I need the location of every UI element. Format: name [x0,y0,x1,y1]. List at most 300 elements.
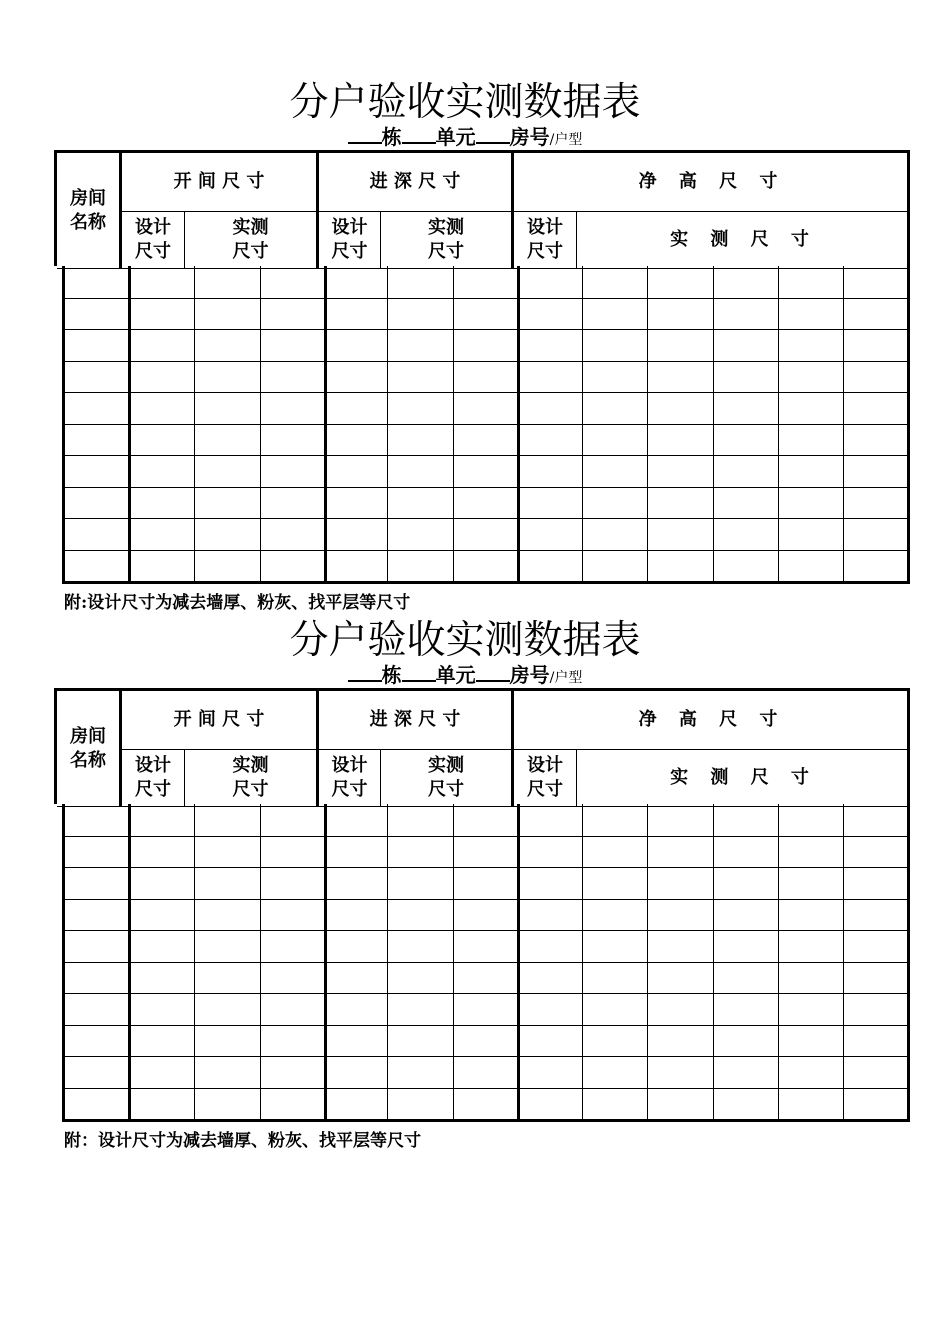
type-label: /户型 [549,670,583,686]
table-cell[interactable] [845,426,905,454]
table-cell[interactable] [649,1027,711,1055]
table-cell[interactable] [520,964,580,992]
table-cell[interactable] [131,426,192,454]
table-cell[interactable] [67,932,127,960]
room-label: 房号 [509,125,550,149]
table-cell[interactable] [780,520,841,548]
table-cell[interactable] [845,995,905,1023]
table-cell[interactable] [131,300,192,328]
table-cell[interactable] [327,1090,385,1118]
table-cell[interactable] [520,489,580,517]
table-cell[interactable] [262,268,323,296]
table-cell[interactable] [780,300,841,328]
room-name-header: 房间名称 [70,188,106,233]
table-cell[interactable] [715,806,776,834]
table-cell[interactable] [845,331,905,359]
table-cell[interactable] [455,457,516,485]
table-cell[interactable] [389,489,451,517]
table-cell[interactable] [845,964,905,992]
table-cell[interactable] [520,995,580,1023]
table-cell[interactable] [715,869,776,897]
table-cell[interactable] [67,552,127,580]
table-cell[interactable] [196,363,258,391]
table-cell[interactable] [196,489,258,517]
table-cell[interactable] [327,1027,385,1055]
table-cell[interactable] [131,268,192,296]
table-cell[interactable] [715,457,776,485]
depth-header: 进 深 尺 寸 [369,171,461,192]
table-cell[interactable] [649,1058,711,1086]
table-cell[interactable] [389,901,451,929]
table-cell[interactable] [584,520,645,548]
table-cell[interactable] [780,457,841,485]
table-cell[interactable] [389,426,451,454]
table-cell[interactable] [67,1090,127,1118]
table-cell[interactable] [67,838,127,866]
table-cell[interactable] [455,932,516,960]
table-cell[interactable] [780,869,841,897]
table-cell[interactable] [131,520,192,548]
table-cell[interactable] [584,552,645,580]
table-cell[interactable] [131,394,192,422]
table-cell[interactable] [196,1090,258,1118]
grid-row-line [65,361,907,362]
table-cell[interactable] [520,1090,580,1118]
table-cell[interactable] [327,964,385,992]
table-cell[interactable] [584,995,645,1023]
table-cell[interactable] [584,268,645,296]
table-cell[interactable] [649,457,711,485]
bay-measured-header: 实测尺寸 [232,217,269,262]
table-cell[interactable] [327,838,385,866]
grid-row-line [65,993,907,994]
table-cell[interactable] [520,268,580,296]
table-cell[interactable] [131,1090,192,1118]
table-cell[interactable] [389,363,451,391]
footnote: 附:设计尺寸为减去墙厚、粉灰、找平层等尺寸 [64,593,411,613]
table-cell[interactable] [67,869,127,897]
table-cell[interactable] [715,394,776,422]
table-cell[interactable] [845,457,905,485]
table-cell[interactable] [649,489,711,517]
table-cell[interactable] [389,394,451,422]
table-cell[interactable] [649,331,711,359]
table-cell[interactable] [715,1027,776,1055]
table-cell[interactable] [262,300,323,328]
table-cell[interactable] [131,932,192,960]
table-cell[interactable] [327,489,385,517]
table-cell[interactable] [389,964,451,992]
table-cell[interactable] [584,394,645,422]
table-cell[interactable] [131,964,192,992]
table-cell[interactable] [584,1058,645,1086]
table-cell[interactable] [520,869,580,897]
depth-measured-header: 实测尺寸 [428,755,464,800]
table-cell[interactable] [649,520,711,548]
table-cell[interactable] [845,300,905,328]
table-cell[interactable] [389,995,451,1023]
table-cell[interactable] [327,300,385,328]
table-cell[interactable] [196,394,258,422]
data-grid [62,266,910,584]
table-cell[interactable] [649,394,711,422]
table-cell[interactable] [67,394,127,422]
table-cell[interactable] [715,838,776,866]
table-cell[interactable] [131,331,192,359]
table-cell[interactable] [262,457,323,485]
table-cell[interactable] [780,901,841,929]
table-cell[interactable] [389,1058,451,1086]
table-cell[interactable] [715,426,776,454]
table-cell[interactable] [389,268,451,296]
table-cell[interactable] [196,901,258,929]
table-cell[interactable] [67,331,127,359]
table-cell[interactable] [845,363,905,391]
table-cell[interactable] [389,300,451,328]
table-cell[interactable] [845,1027,905,1055]
table-cell[interactable] [389,869,451,897]
table-cell[interactable] [262,869,323,897]
table-cell[interactable] [327,331,385,359]
table-cell[interactable] [845,838,905,866]
unit-blank[interactable] [402,124,436,144]
footnote: 附：设计尺寸为减去墙厚、粉灰、找平层等尺寸 [64,1131,421,1151]
table-cell[interactable] [715,300,776,328]
table-cell[interactable] [67,489,127,517]
table-cell[interactable] [389,552,451,580]
table-cell[interactable] [455,394,516,422]
table-cell[interactable] [584,363,645,391]
table-cell[interactable] [520,1027,580,1055]
table-cell[interactable] [67,268,127,296]
table-cell[interactable] [196,932,258,960]
table-cell[interactable] [715,331,776,359]
depth-design-header: 设计尺寸 [331,755,368,800]
table-cell[interactable] [196,552,258,580]
table-cell[interactable] [262,363,323,391]
table-cell[interactable] [67,901,127,929]
table-cell[interactable] [196,964,258,992]
table-cell[interactable] [715,964,776,992]
grid-row-line [65,518,907,519]
table-cell[interactable] [389,838,451,866]
unit-blank[interactable] [402,662,436,682]
table-cell[interactable] [327,806,385,834]
table-cell[interactable] [780,964,841,992]
table-cell[interactable] [584,426,645,454]
room-label: 房号 [509,663,550,687]
building-blank[interactable] [348,124,382,144]
table-cell[interactable] [196,457,258,485]
table-cell[interactable] [715,901,776,929]
table-cell[interactable] [780,1090,841,1118]
table-cell[interactable] [649,300,711,328]
table-cell[interactable] [584,1027,645,1055]
height-measured-header: 实 测 尺 寸 [670,767,817,788]
table-cell[interactable] [584,869,645,897]
table-cell[interactable] [455,1058,516,1086]
grid-row-line [65,392,907,393]
table-cell[interactable] [67,1058,127,1086]
table-cell[interactable] [649,806,711,834]
table-cell[interactable] [715,932,776,960]
table-cell[interactable] [584,489,645,517]
table-cell[interactable] [520,552,580,580]
table-cell[interactable] [327,520,385,548]
form-title: 分户验收实测数据表 [289,80,641,125]
table-cell[interactable] [131,363,192,391]
table-cell[interactable] [262,426,323,454]
table-cell[interactable] [780,806,841,834]
table-cell[interactable] [780,1027,841,1055]
table-cell[interactable] [196,838,258,866]
table-cell[interactable] [389,932,451,960]
table-cell[interactable] [262,489,323,517]
data-grid [62,804,910,1122]
table-cell[interactable] [780,363,841,391]
table-cell[interactable] [262,1090,323,1118]
table-cell[interactable] [262,520,323,548]
table-cell[interactable] [584,964,645,992]
table-cell[interactable] [780,489,841,517]
table-cell[interactable] [584,838,645,866]
table-cell[interactable] [262,331,323,359]
table-cell[interactable] [780,268,841,296]
table-cell[interactable] [780,932,841,960]
table-cell[interactable] [455,995,516,1023]
grid-row-line [65,899,907,900]
table-cell[interactable] [455,901,516,929]
table-cell[interactable] [455,520,516,548]
room-blank[interactable] [476,124,510,144]
table-cell[interactable] [715,520,776,548]
table-cell[interactable] [649,995,711,1023]
grid-row-line [65,962,907,963]
table-cell[interactable] [649,869,711,897]
table-cell[interactable] [327,426,385,454]
table-cell[interactable] [131,901,192,929]
table-cell[interactable] [845,932,905,960]
table-cell[interactable] [520,1058,580,1086]
table-cell[interactable] [520,300,580,328]
table-cell[interactable] [196,1027,258,1055]
table-cell[interactable] [584,901,645,929]
table-cell[interactable] [520,394,580,422]
table-cell[interactable] [455,1090,516,1118]
table-cell[interactable] [649,268,711,296]
table-cell[interactable] [649,901,711,929]
table-cell[interactable] [67,300,127,328]
table-cell[interactable] [520,457,580,485]
table-cell[interactable] [389,331,451,359]
table-cell[interactable] [780,995,841,1023]
table-cell[interactable] [845,1090,905,1118]
table-cell[interactable] [715,363,776,391]
table-cell[interactable] [845,394,905,422]
table-cell[interactable] [584,300,645,328]
table-cell[interactable] [520,520,580,548]
table-cell[interactable] [520,426,580,454]
table-cell[interactable] [196,426,258,454]
table-cell[interactable] [196,520,258,548]
table-cell[interactable] [327,394,385,422]
depth-measured-header: 实测尺寸 [428,217,464,262]
table-cell[interactable] [715,1090,776,1118]
room-blank[interactable] [476,662,510,682]
table-cell[interactable] [455,869,516,897]
table-cell[interactable] [196,268,258,296]
table-cell[interactable] [715,268,776,296]
table-cell[interactable] [520,331,580,359]
table-cell[interactable] [845,806,905,834]
table-cell[interactable] [389,520,451,548]
table-cell[interactable] [845,520,905,548]
table-cell[interactable] [262,1027,323,1055]
table-cell[interactable] [196,331,258,359]
table-cell[interactable] [715,995,776,1023]
table-cell[interactable] [131,995,192,1023]
table-cell[interactable] [780,331,841,359]
table-cell[interactable] [262,838,323,866]
table-cell[interactable] [520,838,580,866]
table-cell[interactable] [845,552,905,580]
table-cell[interactable] [520,363,580,391]
table-cell[interactable] [649,363,711,391]
table-cell[interactable] [845,901,905,929]
table-cell[interactable] [67,995,127,1023]
table-cell[interactable] [455,426,516,454]
table-cell[interactable] [455,838,516,866]
table-cell[interactable] [845,489,905,517]
depth-design-header: 设计尺寸 [331,217,368,262]
table-cell[interactable] [455,331,516,359]
bay-measured-header: 实测尺寸 [232,755,269,800]
grid-row-line [65,298,907,299]
bay-design-header: 设计尺寸 [135,217,171,262]
table-cell[interactable] [455,268,516,296]
table-cell[interactable] [455,363,516,391]
table-cell[interactable] [327,995,385,1023]
table-cell[interactable] [196,300,258,328]
table-cell[interactable] [520,806,580,834]
table-cell[interactable] [845,869,905,897]
table-cell[interactable] [262,964,323,992]
height-header: 净 高 尺 寸 [638,709,786,730]
table-cell[interactable] [327,552,385,580]
table-cell[interactable] [780,394,841,422]
table-cell[interactable] [262,901,323,929]
table-cell[interactable] [131,457,192,485]
table-cell[interactable] [196,806,258,834]
grid-row-line [65,424,907,425]
table-cell[interactable] [131,869,192,897]
table-cell[interactable] [584,331,645,359]
table-cell[interactable] [67,457,127,485]
table-cell[interactable] [389,457,451,485]
table-cell[interactable] [780,552,841,580]
table-cell[interactable] [327,457,385,485]
table-cell[interactable] [780,1058,841,1086]
table-cell[interactable] [67,1027,127,1055]
table-cell[interactable] [196,1058,258,1086]
table-cell[interactable] [131,838,192,866]
table-cell[interactable] [327,932,385,960]
table-cell[interactable] [520,932,580,960]
table-cell[interactable] [262,932,323,960]
form-title: 分户验收实测数据表 [289,618,641,663]
table-cell[interactable] [327,901,385,929]
building-blank[interactable] [348,662,382,682]
table-cell[interactable] [455,1027,516,1055]
table-cell[interactable] [649,964,711,992]
table-cell[interactable] [67,363,127,391]
table-cell[interactable] [196,869,258,897]
table-cell[interactable] [262,806,323,834]
table-cell[interactable] [262,394,323,422]
table-cell[interactable] [584,806,645,834]
building-label: 栋 [381,663,402,687]
table-cell[interactable] [715,489,776,517]
table-cell[interactable] [780,426,841,454]
height-measured-header: 实 测 尺 寸 [670,229,817,250]
grid-row-line [65,455,907,456]
table-cell[interactable] [196,995,258,1023]
table-cell[interactable] [520,901,580,929]
table-cell[interactable] [584,932,645,960]
table-cell[interactable] [715,552,776,580]
table-cell[interactable] [262,995,323,1023]
table-cell[interactable] [845,1058,905,1086]
table-cell[interactable] [389,806,451,834]
table-cell[interactable] [649,426,711,454]
table-cell[interactable] [584,457,645,485]
table-cell[interactable] [262,552,323,580]
table-cell[interactable] [327,869,385,897]
table-cell[interactable] [584,1090,645,1118]
table-cell[interactable] [649,932,711,960]
table-cell[interactable] [845,268,905,296]
table-cell[interactable] [649,1090,711,1118]
table-cell[interactable] [327,363,385,391]
table-cell[interactable] [649,552,711,580]
table-cell[interactable] [67,520,127,548]
table-cell[interactable] [67,806,127,834]
table-cell[interactable] [389,1090,451,1118]
table-cell[interactable] [455,300,516,328]
table-cell[interactable] [455,964,516,992]
table-cell[interactable] [67,426,127,454]
table-cell[interactable] [455,489,516,517]
table-cell[interactable] [455,552,516,580]
table-cell[interactable] [131,1058,192,1086]
grid-row-line [65,487,907,488]
table-cell[interactable] [131,806,192,834]
table-cell[interactable] [131,552,192,580]
table-cell[interactable] [649,838,711,866]
table-header [54,688,910,804]
table-cell[interactable] [131,489,192,517]
table-cell[interactable] [389,1027,451,1055]
table-cell[interactable] [262,1058,323,1086]
table-cell[interactable] [715,1058,776,1086]
unit-label: 单元 [435,125,476,149]
table-cell[interactable] [327,268,385,296]
table-cell[interactable] [67,964,127,992]
table-cell[interactable] [131,1027,192,1055]
table-cell[interactable] [327,1058,385,1086]
table-cell[interactable] [455,806,516,834]
table-cell[interactable] [780,838,841,866]
